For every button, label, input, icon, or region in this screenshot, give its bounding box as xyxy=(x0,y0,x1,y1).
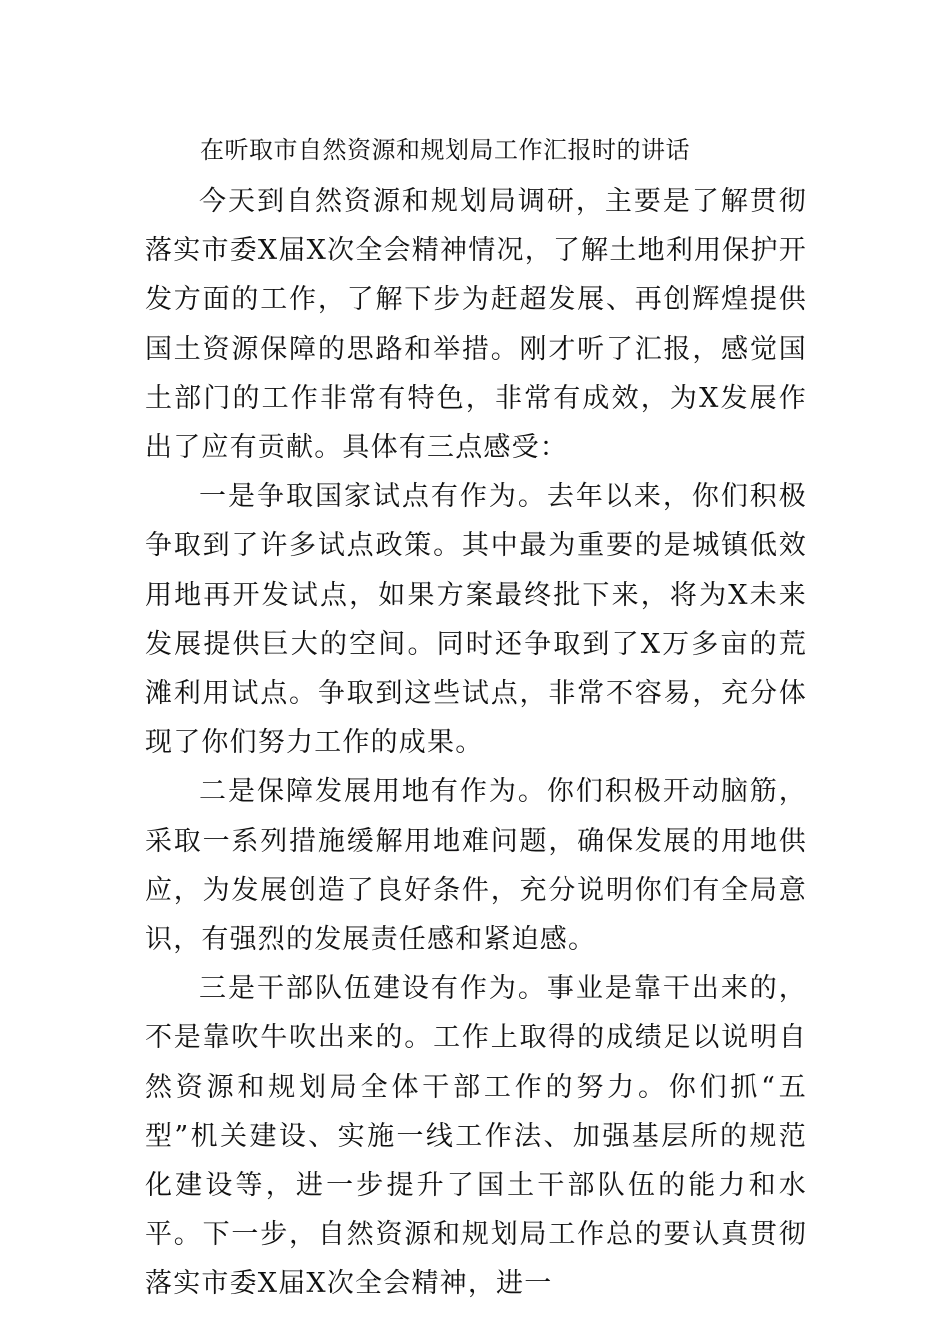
paragraph-point-one: 一是争取国家试点有作为。去年以来，你们积极争取到了许多试点政策。其中最为重要的是城镇低效用地再开发试点，如果方案最终批下来，将为X未来发展提供巨大的空间。同时还争取到了X万多亩的荒滩利用试点。争取到这些试点，非常不容易，充分体现了你们努力工作的成果。 xyxy=(145,481,807,759)
document-title: 在听取市自然资源和规划局工作汇报时的讲话 xyxy=(200,136,690,164)
paragraph-point-two: 二是保障发展用地有作为。你们积极开动脑筋，采取一系列措施缓解用地难问题，确保发展的用地供应，为发展创造了良好条件，充分说明你们有全局意识，有强烈的发展责任感和紧迫感。 xyxy=(145,776,807,956)
paragraph-point-three: 三是干部队伍建设有作为。事业是靠干出来的，不是靠吹牛吹出来的。工作上取得的成绩足以说明自然资源和规划局全体干部工作的努力。你们抓“五型”机关建设、实施一线工作法、加强基层所的规范化建设等，进一步提升了国土干部队伍的能力和水平。下一步，自然资源和规划局工作总的要认真贯彻落实市委X届X次全会精神，进一 xyxy=(145,973,807,1300)
document-body xyxy=(145,177,807,1309)
paragraph-intro: 今天到自然资源和规划局调研，主要是了解贯彻落实市委X届X次全会精神情况，了解土地利用保护开发方面的工作，了解下步为赶超发展、再创辉煌提供国土资源保障的思路和举措。刚才听了汇报，感觉国土部门的工作非常有特色，非常有成效，为X发展作出了应有贡献。具体有三点感受： xyxy=(145,186,807,464)
